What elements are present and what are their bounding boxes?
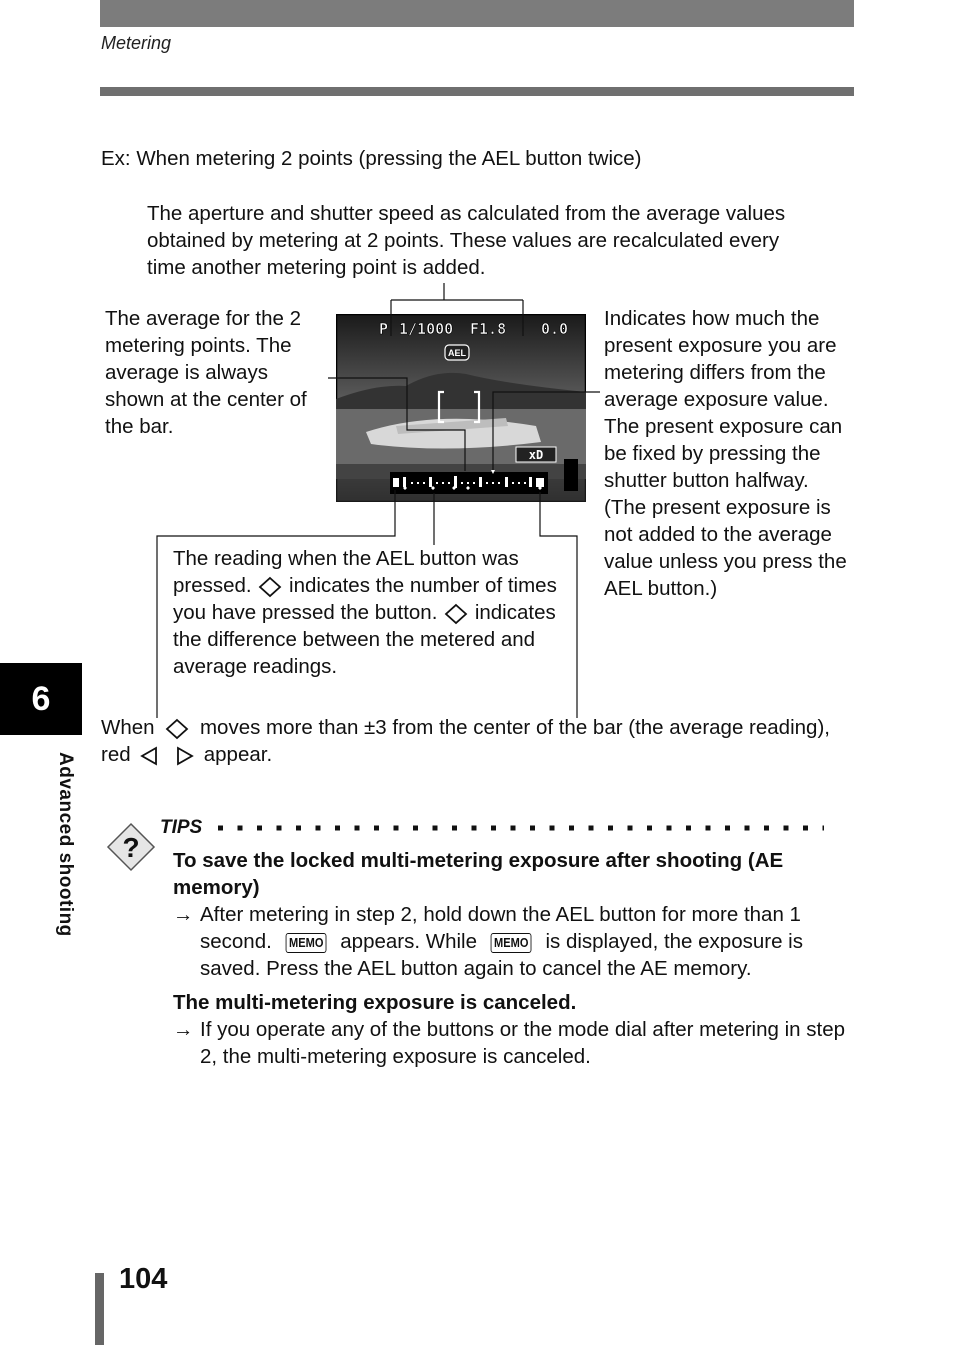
reading-callout [173, 545, 573, 680]
chapter-label: Advanced shooting [55, 752, 76, 937]
reading-text-2: indicates the number of times you have pressed the button. [173, 574, 557, 624]
ael-badge-label: AEL [448, 348, 466, 358]
reading-text-1: The reading when the AEL button was pressed. [173, 547, 519, 597]
example-line: Ex: When metering 2 points (pressing the AEL button twice) [101, 147, 642, 170]
mode-readout: P [379, 320, 389, 338]
diamond-icon [443, 603, 469, 625]
camera-lcd-illustration [336, 314, 586, 502]
tip-ae-memory-title: To save the locked multi-metering exposure after shooting (AE memory) [173, 849, 784, 899]
aperture-shutter-callout: The aperture and shutter speed as calculated from the average values obtained by metering at 2 points. These values are recalculated every time another metering point is added. [147, 202, 786, 279]
tips-dotted-rule [216, 817, 826, 839]
header-bar [100, 0, 854, 27]
memo-icon: MEMO [285, 933, 326, 953]
tip-canceled-text: If you operate any of the buttons or the mode dial after metering in step 2, the multi-metering exposure is canceled. [200, 1018, 845, 1068]
tip-canceled-body [173, 1016, 853, 1070]
chapter-tab: 6 [0, 663, 82, 735]
section-rule [100, 87, 854, 96]
tips-label: TIPS [160, 817, 203, 838]
warning-paragraph [101, 714, 861, 768]
battery-block [564, 459, 578, 491]
svg-text:?: ? [122, 832, 140, 863]
reading-text-3: indicates the difference between the metered and average readings. [173, 601, 556, 678]
average-callout: The average for the 2 metering points. The average is always shown at the center of the bar. [105, 307, 307, 438]
memo-icon: MEMO [491, 933, 532, 953]
left-triangle-icon [136, 745, 166, 767]
card-badge-label: xD [528, 448, 544, 462]
tip-ae-memory-text-2: appears. While [340, 930, 477, 953]
diamond-icon [257, 576, 283, 598]
page-number-bar [95, 1273, 104, 1345]
present-exposure-callout: Indicates how much the present exposure you are metering differs from the average exposure value. The present exposure can be fixed by pressing the shutter button halfway. (The present exposure is not added to the average value unless you press the AEL button.) [604, 307, 847, 600]
warning-text-3: appear. [203, 743, 273, 766]
section-title: Metering [101, 33, 172, 53]
tip-ae-memory-body [173, 901, 853, 982]
warning-text-2: moves more than ±3 from the center of the bar (the average reading), red [101, 716, 830, 766]
page-number: 104 [119, 1263, 168, 1295]
exposure-comp-readout: 0.0 [541, 320, 569, 338]
aperture-readout: F1.8 [470, 320, 507, 338]
shutter-readout: 1/1000 [399, 320, 454, 338]
question-icon [104, 820, 158, 874]
arrow-icon: → [173, 903, 194, 926]
right-triangle-icon [172, 745, 198, 767]
diamond-icon [160, 718, 194, 740]
tip-ae-memory-text-1: After metering in step 2, hold down the AEL button for more than 1 second. [200, 903, 801, 953]
arrow-icon: → [173, 1018, 194, 1041]
tip-canceled-title: The multi-metering exposure is canceled. [173, 991, 577, 1014]
warning-text-1: When [101, 716, 155, 739]
tip-ae-memory-text-3: is displayed, the exposure is saved. Press the AEL button again to cancel the AE memory. [200, 930, 803, 980]
